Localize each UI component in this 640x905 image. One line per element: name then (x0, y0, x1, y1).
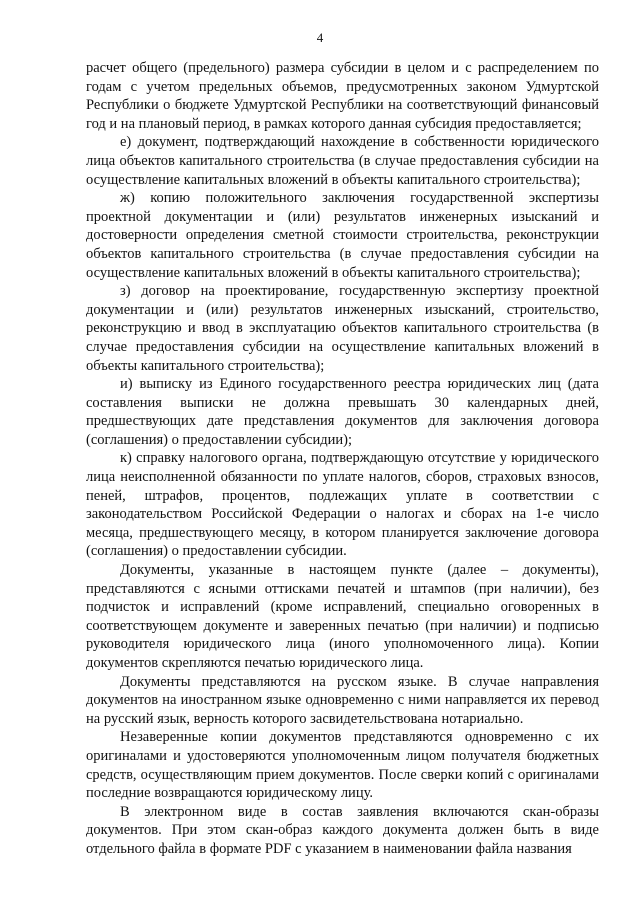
paragraph-item-zh-expertise-conclusion: ж) копию положительного заключения государственной экспертизы проектной документации и (или) результатов инженерных изысканий и достоверности определения сметной стоимости строительства, реконструкции объектов капитального строительства (в случае предоставления субсидии на осуществление капитальных вложений в объекты капитального строительства); (86, 190, 599, 281)
paragraph-language-requirement: Документы представляются на русском языке. В случае направления документов на иностранном языке одновременно с ними направляется их перевод на русский язык, верность которого засвидетельствована нотариально. (86, 673, 599, 727)
paragraph-item-e-ownership-document: е) документ, подтверждающий нахождение в собственности юридического лица объектов капитального строительства (в случае предоставления субсидии на осуществление капитальных вложений в объекты капитального строительства); (86, 134, 599, 188)
paragraph-electronic-scans: В электронном виде в состав заявления включаются скан-образы документов. При этом скан-образ каждого документа должен быть в виде отдельного файла в формате PDF с указанием в наименовании файла названия (86, 803, 599, 857)
paragraph-continuation-subsidy-calculation: расчет общего (предельного) размера субсидии в целом и с распределением по годам с учетом предельных объемов, предусмотренных законом Удмуртской Республики о бюджете Удмуртской Республики на соответствующий финансовый год и на плановый период, в рамках которого данная субсидия предоставляется; (86, 60, 599, 132)
paragraph-documents-requirements: Документы, указанные в настоящем пункте (далее – документы), представляются с ясными оттисками печатей и штампов (при наличии), без подчисток и исправлений (кроме исправлений, специально оговоренных в соответствующем документе и заверенных печатью (при наличии) и подписью руководителя юридического лица (иного уполномоченного лица). Копии документов скрепляются печатью юридического лица. (86, 562, 599, 671)
paragraph-item-z-design-contract: з) договор на проектирование, государственную экспертизу проектной документации и (или) результатов инженерных изысканий, строительство, реконструкцию и ввод в эксплуатацию объектов капитального строительства (в случае предоставления субсидии на осуществление капитальных вложений в объекты капитального строительства); (86, 283, 599, 374)
document-body (86, 59, 599, 859)
page-number: 4 (316, 30, 324, 45)
paragraph-item-k-tax-certificate: к) справку налогового органа, подтверждающую отсутствие у юридического лица неисполненной обязанности по уплате налогов, сборов, страховых взносов, пеней, штрафов, процентов, подлежащих уплате в соответствии с законодательством Российской Федерации о налогах и сборах на 1-е число месяца, предшествующего месяцу, в котором планируется заключение договора (соглашения) о предоставлении субсидии. (86, 450, 599, 560)
paragraph-item-i-registry-extract: и) выписку из Единого государственного реестра юридических лиц (дата составления выписки не должна превышать 30 календарных дней, предшествующих дате представления документов для заключения договора (соглашения) о предоставлении субсидии); (86, 376, 599, 448)
paragraph-copies-verification: Незаверенные копии документов представляются одновременно с их оригиналами и удостоверяются уполномоченным лицом получателя бюджетных средств, осуществляющим прием документов. После сверки копий с оригиналами последние возвращаются юридическому лицу. (86, 729, 599, 802)
